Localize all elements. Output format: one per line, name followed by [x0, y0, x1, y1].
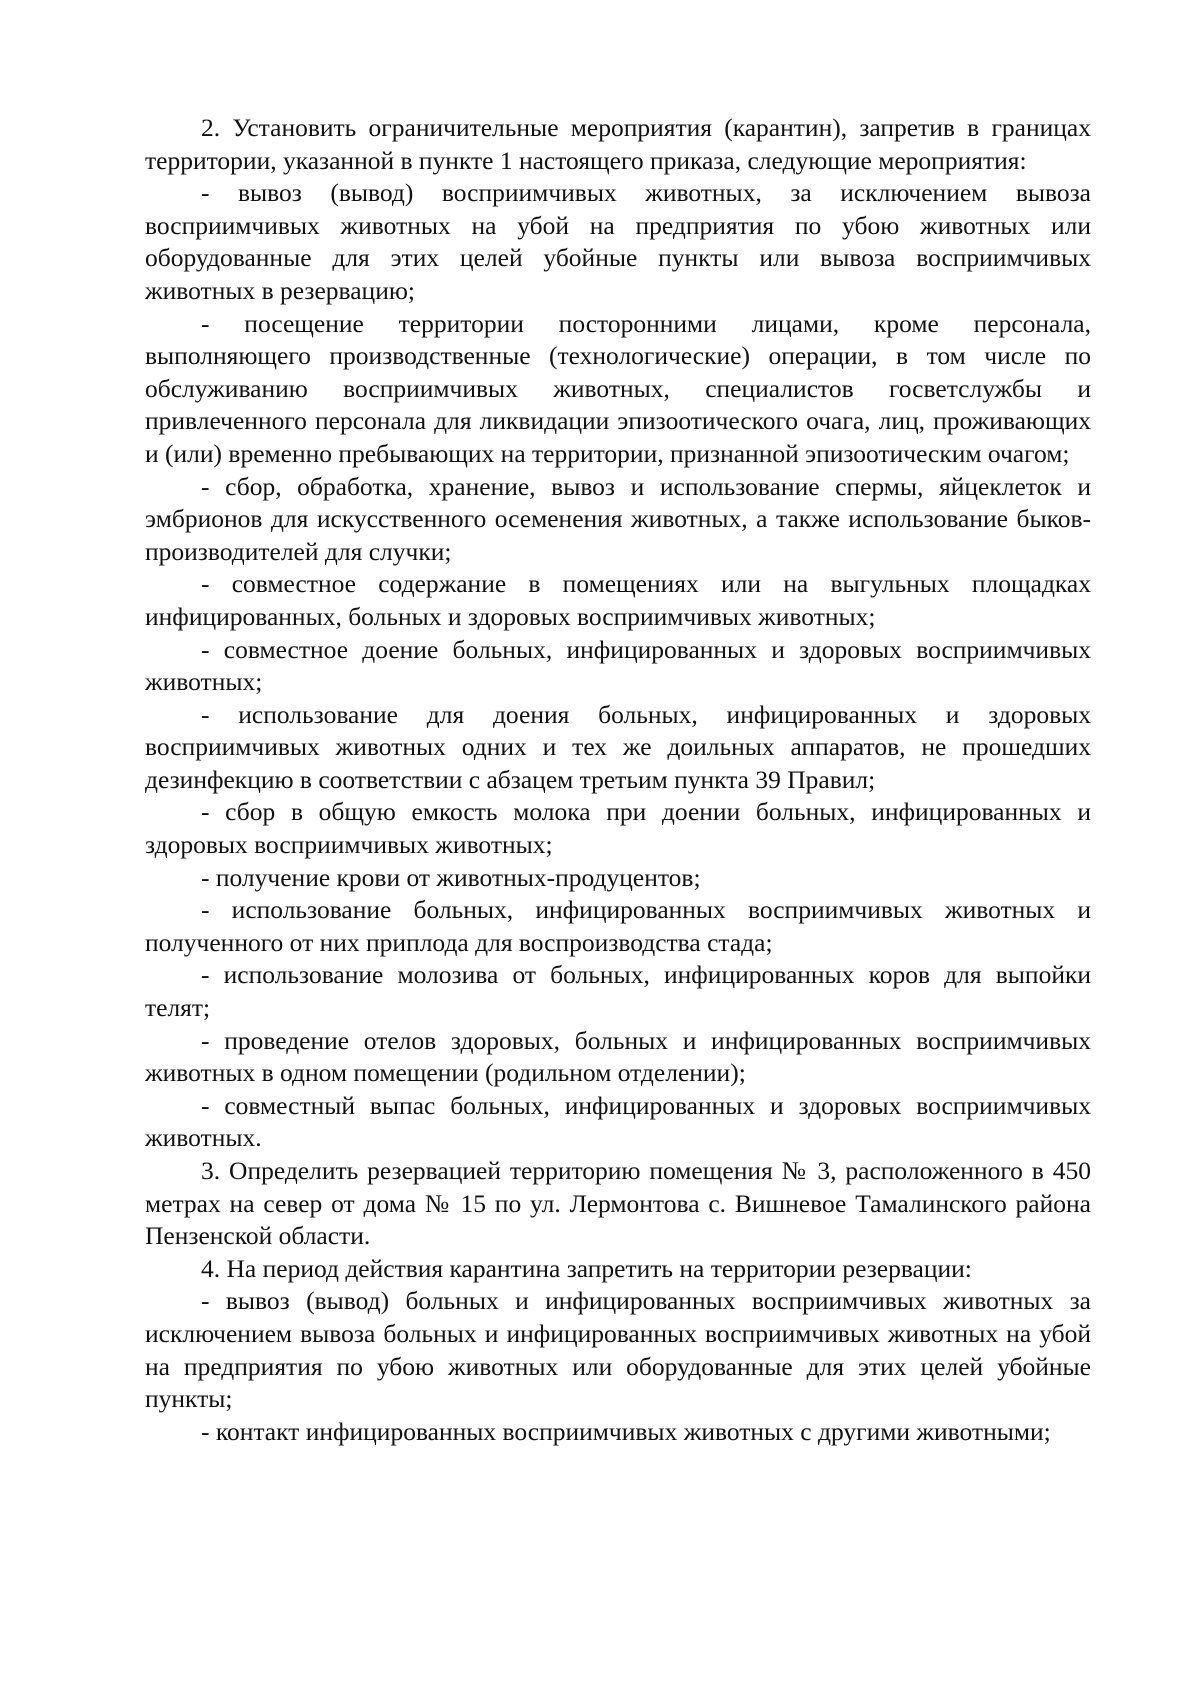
paragraph-colostrum: - использование молозива от больных, инфицированных коров для выпойки телят; — [145, 960, 1091, 1023]
paragraph-grazing: - совместный выпас больных, инфицированных и здоровых восприимчивых животных. — [145, 1090, 1091, 1153]
paragraph-item-3: 3. Определить резервацией территорию помещения № 3, расположенного в 450 метрах на север от дома № 15 по ул. Лермонтова с. Вишневое Тамалинского района Пензенской области. — [145, 1156, 1091, 1251]
paragraph-export-animals: - вывоз (вывод) восприимчивых животных, за исключением вывоза восприимчивых животных на убой на предприятия по убою животных или оборудованные для этих целей убойные пункты или вывоза восприимчивых животных в резервацию; — [145, 178, 1091, 305]
paragraph-joint-keeping: - совместное содержание в помещениях или на выгульных площадках инфицированных, больных и здоровых восприимчивых животных; — [145, 569, 1091, 631]
paragraph-reproduction: - использование больных, инфицированных восприимчивых животных и полученного от них приплода для воспроизводства стада; — [145, 895, 1091, 957]
paragraph-reservation-export: - вывоз (вывод) больных и инфицированных восприимчивых животных за исключением вывоза больных и инфицированных восприимчивых животных на убой на предприятия по убою животных или оборудованные для этих целей убойные пункты; — [145, 1286, 1091, 1414]
paragraph-contact: - контакт инфицированных восприимчивых животных с другими животными; — [201, 1416, 1051, 1446]
paragraph-milk-collection: - сбор в общую емкость молока при доении больных, инфицированных и здоровых восприимчивых животных; — [145, 797, 1091, 860]
paragraph-milking-apparatus: - использование для доения больных, инфицированных и здоровых восприимчивых животных одних и тех же доильных аппаратов, не прошедших дезинфекцию в соответствии с абзацем третьим пункта 39 Правил; — [145, 699, 1091, 794]
paragraph-joint-milking: - совместное доение больных, инфицированных и здоровых восприимчивых животных; — [145, 634, 1091, 697]
paragraph-sperm-collection: - сбор, обработка, хранение, вывоз и использование спермы, яйцеклеток и эмбрионов для искусственного осеменения животных, а также использование быков-производителей для случки; — [145, 471, 1091, 566]
paragraph-item-4: 4. На период действия карантина запретить на территории резервации: — [201, 1253, 972, 1283]
paragraph-calving: - проведение отелов здоровых, больных и инфицированных восприимчивых животных в одном помещении (родильном отделении); — [145, 1025, 1091, 1088]
paragraph-blood-collection: - получение крови от животных-продуцентов; — [201, 862, 701, 892]
paragraph-item-2: 2. Установить ограничительные мероприятия (карантин), запретив в границах территории, указанной в пункте 1 настоящего приказа, следующие мероприятия: — [145, 113, 1091, 175]
paragraph-visiting-territory: - посещение территории посторонними лицами, кроме персонала, выполняющего производственные (технологические) операции, в том числе по обслуживанию восприимчивых животных, специалистов госветслужбы и привлеченного персонала для ликвидации эпизоотического очага, лиц, проживающих и (или) временно пребывающих на территории, признанной эпизоотическим очагом; — [145, 308, 1091, 468]
document-page — [145, 112, 1091, 1448]
